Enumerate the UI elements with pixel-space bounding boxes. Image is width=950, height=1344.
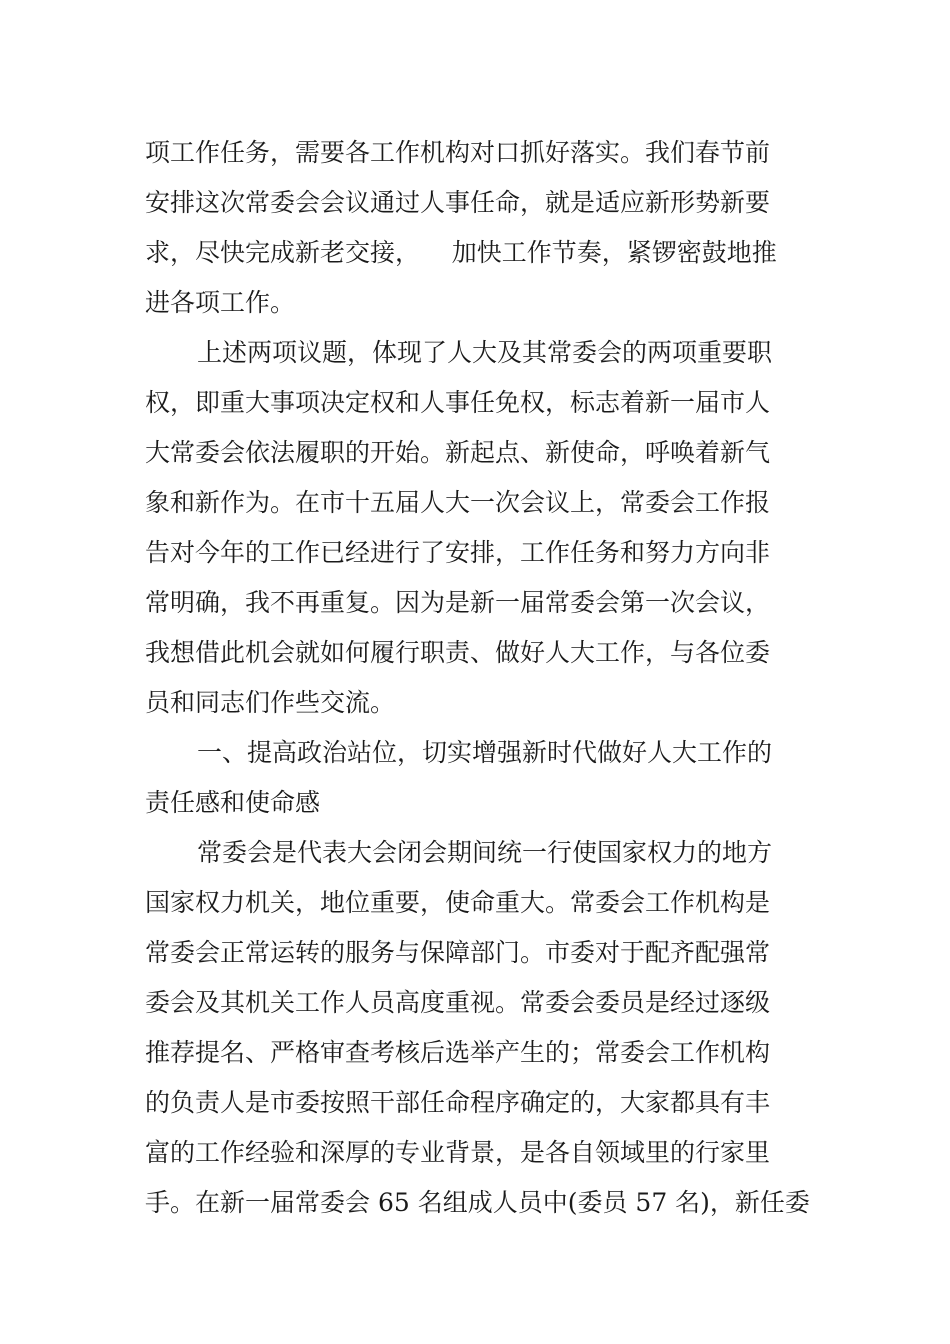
text-line: 员和同志们作些交流。: [145, 688, 396, 717]
text-line: 象和新作为。在市十五届人大一次会议上，常委会工作报: [145, 488, 771, 517]
text-line: 进各项工作。: [145, 288, 296, 317]
text-line: 我想借此机会就如何履行职责、做好人大工作，与各位委: [145, 638, 771, 667]
text-line: 委会及其机关工作人员高度重视。常委会委员是经过逐级: [145, 988, 771, 1017]
text-line: 上述两项议题，体现了人大及其常委会的两项重要职: [197, 338, 773, 367]
text-line: 手。在新一届常委会 65 名组成人员中(委员 57 名)，新任委: [145, 1188, 810, 1217]
text-line: 求，尽快完成新老交接， 加快工作节奏，紧锣密鼓地推: [145, 238, 777, 267]
text-line: 常明确，我不再重复。因为是新一届常委会第一次会议，: [145, 588, 771, 617]
text-line: 推荐提名、严格审查考核后选举产生的；常委会工作机构: [145, 1038, 771, 1067]
body-text: [145, 128, 810, 1228]
text-line: 国家权力机关，地位重要，使命重大。常委会工作机构是: [145, 888, 771, 917]
section-heading-line: 一、提高政治站位，切实增强新时代做好人大工作的: [197, 738, 773, 767]
text-line: 告对今年的工作已经进行了安排，工作任务和努力方向非: [145, 538, 771, 567]
text-line: 常委会是代表大会闭会期间统一行使国家权力的地方: [197, 838, 773, 867]
text-line: 的负责人是市委按照干部任命程序确定的，大家都具有丰: [145, 1088, 771, 1117]
text-line: 项工作任务，需要各工作机构对口抓好落实。我们春节前: [145, 138, 771, 167]
text-line: 安排这次常委会会议通过人事任命，就是适应新形势新要: [145, 188, 771, 217]
text-line: 权，即重大事项决定权和人事任免权，标志着新一届市人: [145, 388, 771, 417]
section-heading-line: 责任感和使命感: [145, 788, 321, 817]
text-line: 常委会正常运转的服务与保障部门。市委对于配齐配强常: [145, 938, 771, 967]
text-line: 富的工作经验和深厚的专业背景，是各自领域里的行家里: [145, 1138, 771, 1167]
text-line: 大常委会依法履职的开始。新起点、新使命，呼唤着新气: [145, 438, 771, 467]
